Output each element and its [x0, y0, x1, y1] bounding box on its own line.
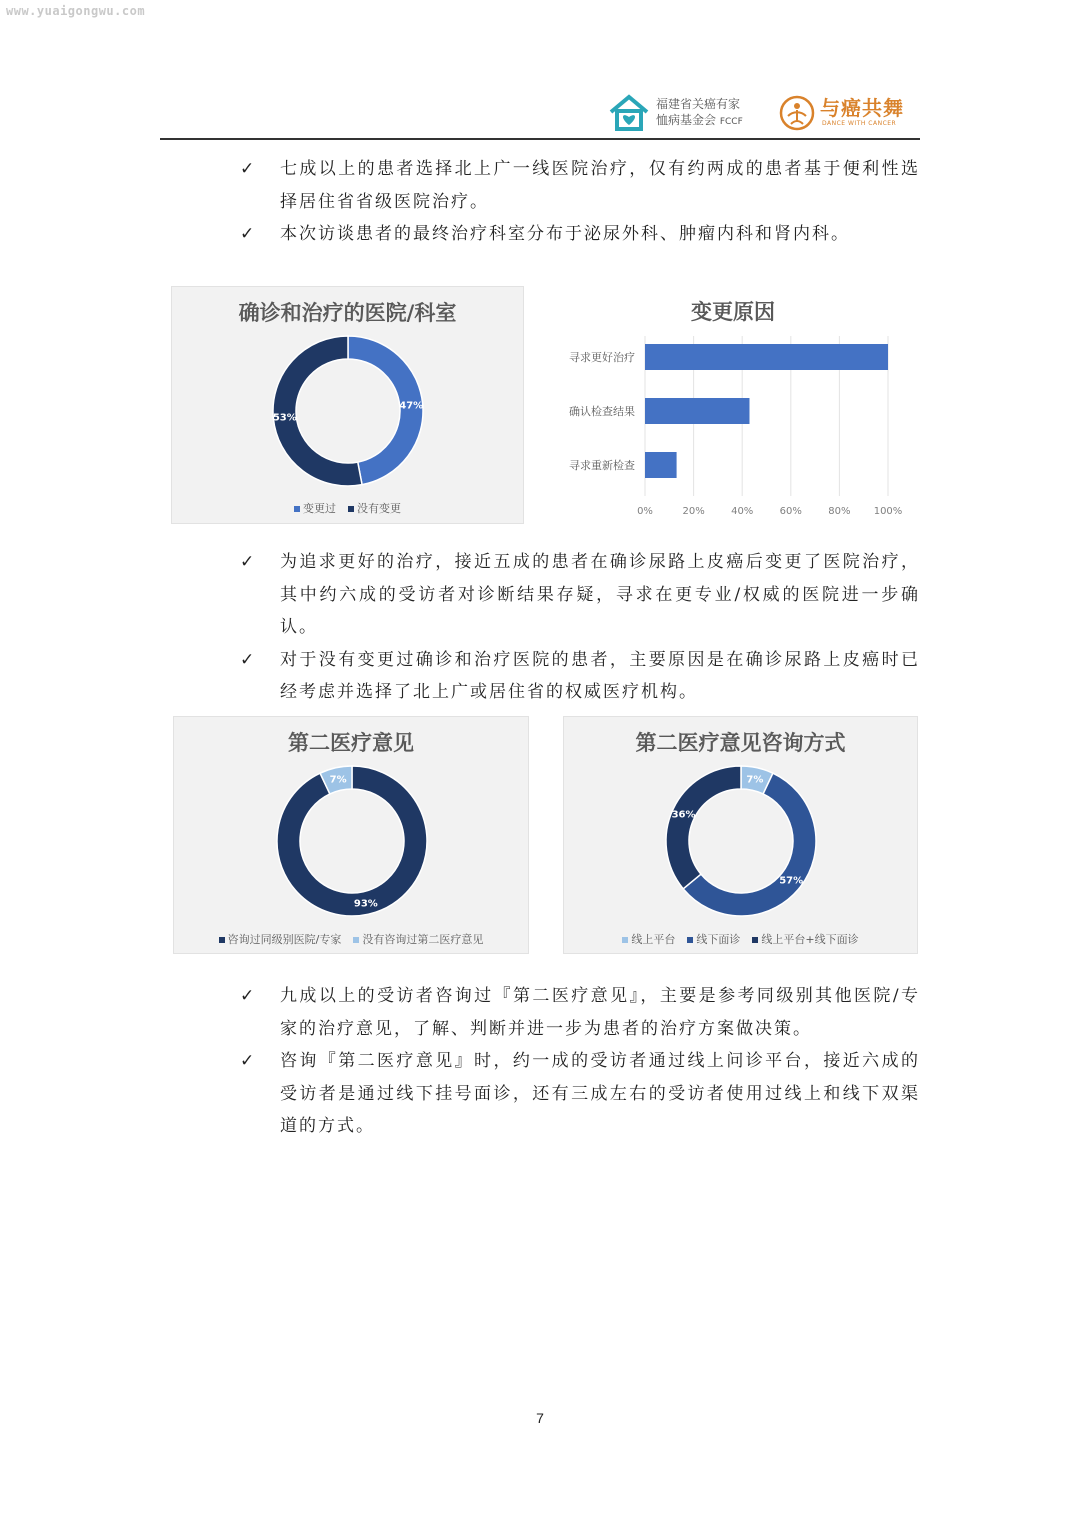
check-icon: ✓ [240, 159, 257, 179]
legend-item [752, 931, 858, 947]
legend-item [353, 931, 483, 947]
legend-swatch [752, 937, 758, 943]
bar-chart [548, 286, 918, 522]
legend-label: 线下面诊 [696, 933, 741, 946]
bullet-item: ✓ 七成以上的患者选择北上广一线医院治疗，仅有约两成的患者基于便利性选择居住省省级医院治疗。 [240, 153, 920, 218]
legend-item [622, 931, 675, 947]
legend-item [687, 931, 740, 947]
bar [645, 452, 677, 478]
bullet-item: ✓ 本次访谈患者的最终治疗科室分布于泌尿外科、肿瘤内科和肾内科。 [240, 218, 920, 251]
chart-title: 第二医疗意见 [288, 731, 414, 755]
fccf-logo [608, 94, 758, 134]
org1-line1: 福建省关癌有家 [656, 97, 741, 111]
data-label: 93% [353, 898, 378, 910]
chart-second-opinion [173, 716, 529, 954]
bullet-item: ✓ 为追求更好的治疗，接近五成的患者在确诊尿路上皮癌后变更了医院治疗，其中约六成的受访者对诊断结果存疑，寻求在更专业/权威的医院进一步确认。 [240, 546, 920, 644]
legend-label: 没有变更 [357, 502, 401, 515]
check-icon: ✓ [240, 986, 257, 1006]
x-tick-label: 60% [779, 506, 802, 517]
legend-label: 线上平台+线下面诊 [761, 933, 859, 946]
data-label: 36% [671, 809, 696, 821]
bullet-item: ✓ 九成以上的受访者咨询过『第二医疗意见』，主要是参考同级别其他医院/专家的治疗意见，了解、判断并进一步为患者的治疗方案做决策。 [240, 980, 920, 1045]
bullet-item: ✓ 对于没有变更过确诊和治疗医院的患者，主要原因是在确诊尿路上皮癌时已经考虑并选择了北上广或居住省的权威医疗机构。 [240, 644, 920, 709]
y-category-label: 寻求更好治疗 [569, 351, 635, 364]
org1-line2: 恤病基金会 [656, 113, 717, 127]
chart-title: 确诊和治疗的医院/科室 [238, 301, 457, 325]
legend-label: 咨询过同级别医院/专家 [227, 933, 342, 946]
bar [645, 398, 749, 424]
bar [645, 344, 888, 370]
check-icon: ✓ [240, 552, 257, 572]
bullet-item: ✓ 咨询『第二医疗意见』时，约一成的受访者通过线上问诊平台，接近六成的受访者是通过线下挂号面诊，还有三成左右的受访者使用过线上和线下双渠道的方式。 [240, 1045, 920, 1143]
legend-swatch [622, 937, 628, 943]
legend-label: 变更过 [303, 502, 336, 515]
x-tick-label: 20% [682, 506, 705, 517]
donut-chart [172, 287, 523, 523]
bullet-list-bottom [240, 980, 920, 1143]
check-icon: ✓ [240, 649, 257, 670]
donut-chart [564, 717, 917, 953]
dancer-circle-icon [778, 94, 816, 132]
data-label: 57% [779, 875, 804, 887]
data-label: 7% [329, 774, 347, 786]
donut-chart [174, 717, 528, 953]
data-label: 47% [399, 400, 424, 412]
legend-item [348, 500, 401, 516]
legend-item [219, 931, 342, 947]
page-number: 7 [536, 1410, 544, 1426]
donut-slice [273, 336, 362, 486]
chart-hospital-change [171, 286, 524, 524]
data-label: 53% [272, 412, 297, 424]
watermark: www.yuaigongwu.com [6, 4, 146, 18]
check-icon: ✓ [240, 1051, 257, 1071]
legend-item [294, 500, 336, 516]
page-header [160, 88, 920, 140]
donut-slice [666, 766, 741, 889]
bullet-list-middle [240, 546, 920, 709]
x-tick-label: 80% [828, 506, 851, 517]
data-label: 7% [746, 774, 764, 786]
dance-with-cancer-logo [778, 92, 928, 134]
legend-swatch [219, 937, 225, 943]
x-tick-label: 100% [873, 506, 903, 517]
legend-swatch [294, 506, 300, 512]
legend-label: 没有咨询过第二医疗意见 [362, 933, 484, 946]
chart-consultation-method [563, 716, 918, 954]
x-tick-label: 0% [637, 506, 653, 517]
org2-english: DANCE WITH CANCER [822, 120, 897, 127]
legend-swatch [348, 506, 354, 512]
chart-legend [564, 931, 917, 947]
legend-swatch [353, 937, 359, 943]
chart-change-reasons [548, 286, 918, 522]
bullet-list-top [240, 153, 920, 251]
chart-title: 第二医疗意见咨询方式 [635, 731, 846, 755]
house-heart-icon [608, 94, 650, 132]
check-icon: ✓ [240, 224, 257, 244]
org2-name: 与癌共舞 [820, 96, 904, 120]
y-category-label: 寻求重新检查 [569, 459, 635, 472]
x-tick-label: 40% [731, 506, 754, 517]
legend-label: 线上平台 [631, 933, 676, 946]
chart-legend [172, 500, 523, 516]
chart-legend [174, 931, 528, 947]
org1-abbr: FCCF [719, 117, 743, 127]
y-category-label: 确认检查结果 [569, 405, 635, 418]
chart-title: 变更原因 [691, 300, 775, 324]
legend-swatch [687, 937, 693, 943]
